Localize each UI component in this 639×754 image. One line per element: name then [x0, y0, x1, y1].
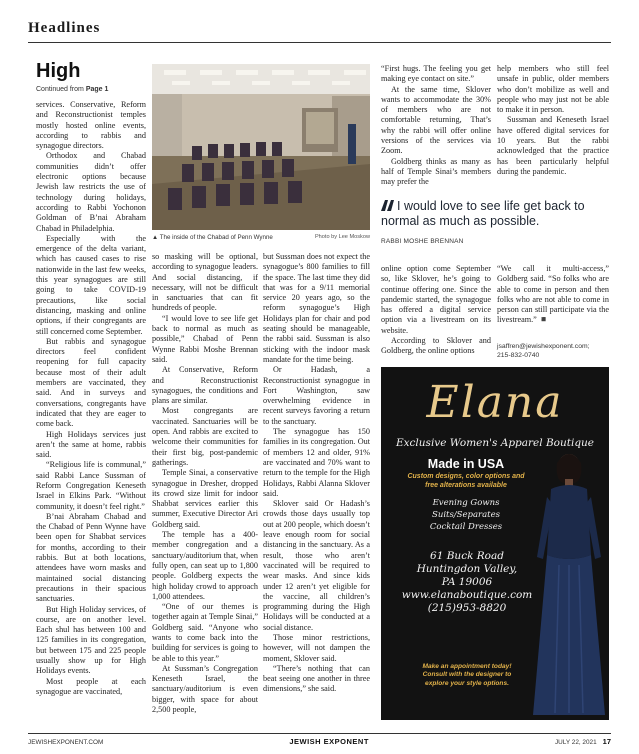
- article-paragraph: so masking will be optional, according to synagogue leaders. And social distancing, if necessary, will not be difficult in sanctuaries that can fit hundreds of people.: [152, 252, 258, 313]
- ad-brand-logo: Elana: [426, 377, 564, 428]
- ad-state-zip: PA 19006: [441, 576, 493, 588]
- author-email[interactable]: jsaffren@jewishexponent.com;: [497, 343, 590, 350]
- pull-quote-text: I would love to see life get back to normal as much as possible.: [381, 199, 585, 228]
- article-paragraph: But High Holiday services, of course, are on another level. Each shul has between 100 and 125 families in its congregation, but between 175 and 225 people usually show up for High Holidays events.: [36, 604, 146, 676]
- article-paragraph: At Conservative, Reform and Reconstructionist synagogues, the conditions and plans are similar.: [152, 365, 258, 406]
- continued-from: [36, 86, 108, 93]
- article-paragraph: Goldberg thinks as many as half of Temple Sinai’s members may prefer the: [381, 156, 491, 187]
- photo-caption: [152, 234, 370, 241]
- footer-publication: JEWISH EXPONENT: [289, 737, 369, 746]
- ad-item-cocktail: Cocktail Dresses: [429, 522, 503, 532]
- ad-website[interactable]: www.elanaboutique.com: [401, 589, 533, 601]
- article-column-4-bottom: [381, 264, 491, 357]
- pull-quote: [381, 199, 609, 229]
- article-paragraph: The synagogue has 150 families in its congregation. Out of members 12 and older, 91% are vaccinated and 70% want to return to the temple for the High Holidays, Rabbi Alanna Sklover said.: [263, 427, 370, 498]
- ad-appt-line-1: Make an appointment today!: [422, 663, 512, 670]
- article-paragraph: “I would love to see life get back to normal as much as possible,” Chabad of Penn Wynne Rabbi Moshe Brennan said.: [152, 313, 258, 364]
- ad-city: Huntingdon Valley,: [416, 563, 518, 575]
- photo-caption-text: ▲ The inside of the Chabad of Penn Wynne: [152, 234, 273, 241]
- ad-product-list: [401, 497, 531, 533]
- article-paragraph: Especially with the emergence of the delta variant, which has caused cases to rise nationwide in the last few weeks, this year synagogues are still going to take COVID-19 precautions, like social distancing, masking and online options, if their congregants are still concerned come September.: [36, 233, 146, 336]
- ad-street: 61 Buck Road: [430, 550, 504, 562]
- quote-mark-icon: [381, 200, 395, 211]
- ad-tagline: Exclusive Women's Apparel Boutique: [395, 437, 595, 449]
- article-paragraph: High Holidays services just aren’t the same at home, rabbis said.: [36, 429, 146, 460]
- article-paragraph: “One of our themes is together again at Temple Sinai,” Goldberg said. “Anyone who wants to come back into the building for services is going to be able to this year.”: [152, 602, 258, 663]
- footer-date: JULY 22, 2021: [554, 739, 597, 746]
- article-paragraph: But rabbis and synagogue directors feel confident reopening for full capacity because most of their adult members are vaccinated, they said. And in surveys and conversations, congregants have indicated that they are eager to come back.: [36, 336, 146, 429]
- ad-custom-line-1: Custom designs, color options and: [407, 473, 525, 480]
- footer-rule: [28, 733, 611, 734]
- article-paragraph: Sklover said Or Hadash’s crowds those days usually top out at 200 people, which doesn’t leave enough room for social distancing in the sanctuary. As a result, those who aren’t vaccinated will be required to wear masks. And since kids under 12 aren’t yet eligible for the vaccine, all children’s programming during the High Holidays will be conducted at a social distance.: [263, 499, 370, 632]
- article-paragraph: “First hugs. The feeling you get making eye contact on site.”: [381, 64, 491, 84]
- article-paragraph: Or Hadash, a Reconstructionist synagogue in Fort Washington, saw overwhelming evidence in recent surveys favoring a return to the sanctuary.: [263, 365, 370, 426]
- article-column-1: [36, 100, 146, 697]
- article-column-3: [263, 252, 370, 695]
- article-paragraph: “There’s nothing that can beat seeing one another in three dimensions,” she said.: [263, 663, 370, 694]
- ad-item-evening-gowns: Evening Gowns: [432, 498, 500, 508]
- article-column-2: [152, 252, 258, 715]
- page-footer: [28, 737, 611, 746]
- article-paragraph: Temple Sinai, a conservative synagogue in Dresher, dropped its crowd size limit for indoor Shabbat services earlier this summer, Executive Director Ari Goldberg said.: [152, 468, 258, 529]
- article-paragraph: Those minor restrictions, however, will not dampen the moment, Sklover said.: [263, 632, 370, 663]
- article-paragraph: services. Conservative, Reform and Reconstructionist temples mostly hosted online events, according to rabbis and synagogue directors.: [36, 100, 146, 151]
- article-column-4-top: [381, 64, 491, 188]
- footer-date-page: [555, 737, 611, 746]
- ad-appointment: [395, 663, 539, 688]
- ad-made-in-usa: Made in USA: [427, 457, 505, 471]
- ad-appt-line-3: explore your style options.: [425, 679, 509, 687]
- elana-advertisement[interactable]: [381, 367, 609, 720]
- article-paragraph: According to Sklover and Goldberg, the online options: [381, 336, 491, 356]
- ad-custom-line-2: free alterations available: [425, 481, 507, 489]
- article-paragraph: online option come September so, like Sklover, he’s going to continue offering one. Since the pandemic started, the synagogue has offered a digital service option via a livestream on its website.: [381, 264, 491, 335]
- ad-phone: (215)953-8820: [427, 602, 507, 614]
- article-paragraph: Most congregants are vaccinated. Sanctuaries will be open. And rabbis are excited to welcome their communities for their first big, post-pandemic gatherings.: [152, 406, 258, 467]
- article-paragraph: At Sussman’s Congregation Keneseth Israel, the sanctuary/auditorium is even bigger, with space for about 2,500 people,: [152, 663, 258, 715]
- article-paragraph: “Religious life is communal,” said Rabbi Lance Sussman of Reform Congregation Keneseth Israel in Elkins Park. “Without community, it doesn’t feel right.”: [36, 460, 146, 511]
- continued-prefix: Continued from: [36, 86, 86, 93]
- article-paragraph: but Sussman does not expect the synagogue’s 800 families to fill the space. The last time they did that was for a 9/11 memorial service 20 years ago, so the reform synagogue’s High Holidays plan for chair and pod seating should be manageable, the rabbi said. Sussman is also sticking with the indoor mask mandate for the time being.: [263, 252, 370, 364]
- article-paragraph: help members who still feel unsafe in public, older members who don’t mobilize as well and people who may just not be able to make it in person.: [497, 64, 609, 115]
- pull-quote-attribution: RABBI MOSHE BRENNAN: [381, 238, 464, 245]
- author-phone: 215-832-0740: [497, 352, 540, 359]
- article-paragraph: B’nai Abraham Chabad and the Chabad of Penn Wynne have been open for Shabbat services for months, according to their rabbis. But at both locations, attendees have worn masks and maintained social distancing precautions in their spacious sanctuaries.: [36, 511, 146, 604]
- article-column-5-top: [497, 64, 609, 177]
- photo-credit: Photo by Lee Moskow: [314, 234, 370, 240]
- ad-address: [397, 550, 537, 615]
- article-headline: High: [36, 60, 81, 82]
- model-photo: [529, 445, 609, 720]
- article-paragraph: The temple has a 400-member congregation and a sanctuary/auditorium that, when fully open, can seat up to 1,800 people. Goldberg expects the high holiday crowd to approach 1,000 attendees.: [152, 530, 258, 601]
- ad-custom-designs: [397, 473, 535, 490]
- article-paragraph: “We call it multi-access,” Goldberg said. “So folks who are able to come in person and then folks who are not able to come in person can still participate via the livestream.” ◾: [497, 264, 609, 325]
- author-contact: [497, 342, 590, 360]
- footer-site[interactable]: JEWISHEXPONENT.COM: [28, 739, 104, 746]
- ad-appt-line-2: Consult with the designer to: [422, 671, 512, 679]
- article-paragraph: Sussman and Keneseth Israel have offered digital services for 10 years. But the rabbi acknowledged that the practice has been particularly helpful during the pandemic.: [497, 115, 609, 176]
- article-paragraph: At the same time, Sklover wants to accommodate the 30% of members who are not comfortable returning, That’s why the rabbi will offer online versions of the services via Zoom.: [381, 84, 491, 156]
- section-header: Headlines: [28, 20, 101, 36]
- continued-page-link[interactable]: Page 1: [85, 86, 109, 93]
- ad-item-suits: Suits/Separates: [432, 510, 500, 520]
- article-column-5-bottom: [497, 264, 609, 326]
- article-paragraph: Orthodox and Chabad communities didn’t offer electronic options because Jewish law restricts the use of technology during holidays, according to Rabbi Yochonon Goldman of B’nai Abraham Chabad in Philadelphia.: [36, 151, 146, 233]
- article-paragraph: Most people at each synagogue are vaccinated,: [36, 676, 146, 696]
- sanctuary-photo-image: [152, 64, 370, 230]
- page-number: 17: [602, 737, 611, 746]
- section-rule: [28, 42, 611, 43]
- sanctuary-photo: [152, 64, 370, 230]
